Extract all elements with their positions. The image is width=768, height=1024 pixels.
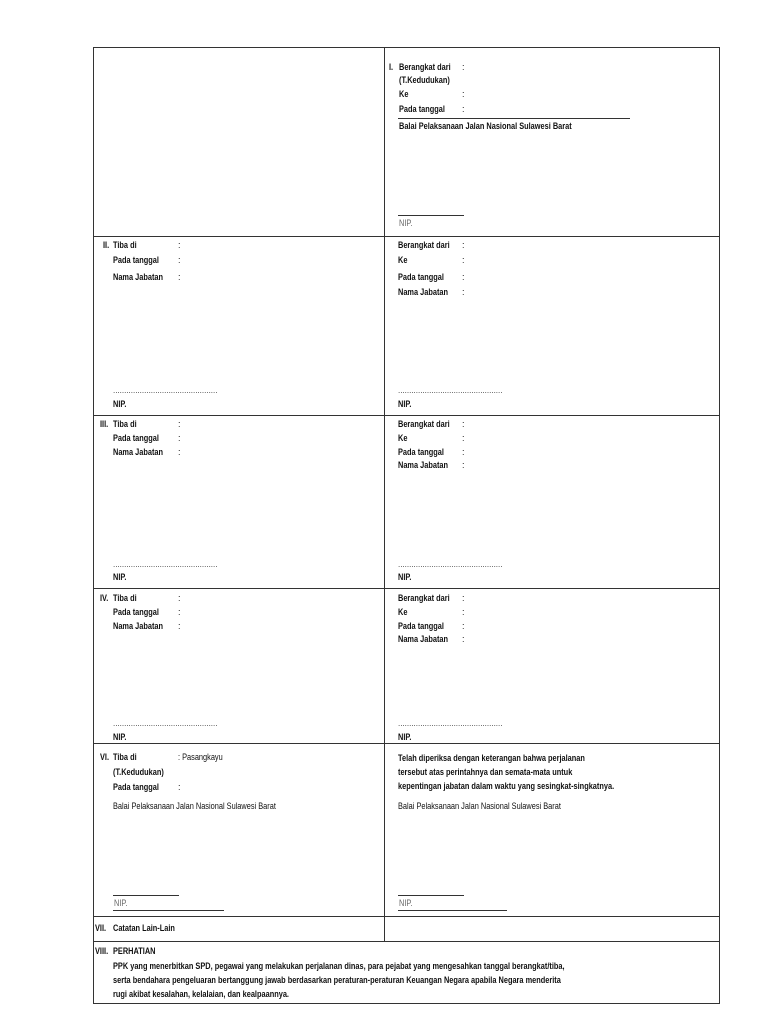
- section-6-right-nip: NIP.: [399, 898, 413, 908]
- section-3-right-ke-colon: :: [462, 433, 465, 443]
- section-8-title: PERHATIAN: [113, 946, 156, 956]
- section-8-paragraph: [113, 959, 673, 1001]
- section-3-tiba-label: Tiba di: [113, 419, 137, 429]
- section-1-ke-colon: :: [462, 89, 465, 99]
- section-1-signature-line: [398, 215, 464, 216]
- section-2-right-ke-label: Ke: [398, 255, 408, 265]
- section-4-right-berangkat-label: Berangkat dari: [398, 593, 450, 603]
- section-1-nip: NIP.: [399, 218, 413, 228]
- section-6-right-line-3: kepentingan jabatan dalam waktu yang sesingkat-singkatnya.: [398, 781, 615, 791]
- section-3-roman: III.: [100, 419, 109, 429]
- section-4-right-ke-colon: :: [462, 607, 465, 617]
- section-3-nama-colon: :: [178, 447, 181, 457]
- section-2-right-nama-colon: :: [462, 287, 465, 297]
- section-4-signature-dots: ...............................................: [113, 719, 218, 728]
- section-6-nip-underline: [113, 910, 224, 911]
- section-2-signature-dots: ...............................................: [113, 386, 218, 395]
- section-2-right-pada-label: Pada tanggal: [398, 272, 444, 282]
- section-2-nip: NIP.: [113, 399, 127, 409]
- row-border-7: [94, 916, 719, 917]
- section-8-line-3: rugi akibat kesalahan, kelalaian, dan kealpaannya.: [113, 989, 289, 999]
- section-1-pada-colon: :: [462, 104, 465, 114]
- section-3-right-nama-label: Nama Jabatan: [398, 460, 449, 470]
- section-1-date-underline: [398, 118, 630, 119]
- section-1-roman: I.: [389, 62, 394, 72]
- section-2-right-nip: NIP.: [398, 399, 412, 409]
- section-4-right-berangkat-colon: :: [462, 593, 465, 603]
- row-border-3: [94, 415, 719, 416]
- section-6-right-line-1: Telah diperiksa dengan keterangan bahwa perjalanan: [398, 753, 585, 763]
- section-2-right-ke-colon: :: [462, 255, 465, 265]
- section-6-pada-label: Pada tanggal: [113, 782, 159, 792]
- section-3-pada-label: Pada tanggal: [113, 433, 159, 443]
- section-7-label: Catatan Lain-Lain: [113, 923, 175, 933]
- section-4-right-nama-colon: :: [462, 634, 465, 644]
- section-3-nip: NIP.: [113, 572, 127, 582]
- section-6-signature-line: [113, 895, 179, 896]
- section-7-roman: VII.: [95, 923, 107, 933]
- section-6-tiba-label: Tiba di: [113, 752, 137, 762]
- section-6-nip: NIP.: [114, 898, 128, 908]
- section-4-pada-label: Pada tanggal: [113, 607, 159, 617]
- section-3-nama-label: Nama Jabatan: [113, 447, 164, 457]
- row-border-6: [94, 743, 719, 744]
- section-3-right-nama-colon: :: [462, 460, 465, 470]
- section-2-tiba-label: Tiba di: [113, 240, 137, 250]
- section-1-kedudukan-label: (T.Kedudukan): [399, 75, 450, 85]
- section-4-right-pada-colon: :: [462, 621, 465, 631]
- section-4-pada-colon: :: [178, 607, 181, 617]
- section-8-roman: VIII.: [95, 946, 109, 956]
- section-1-berangkat-label: Berangkat dari: [399, 62, 451, 72]
- section-3-right-pada-colon: :: [462, 447, 465, 457]
- section-3-pada-colon: :: [178, 433, 181, 443]
- section-2-nama-colon: :: [178, 272, 181, 282]
- section-6-right-signature-line: [398, 895, 464, 896]
- section-2-pada-colon: :: [178, 255, 181, 265]
- section-4-nama-label: Nama Jabatan: [113, 621, 164, 631]
- section-2-nama-label: Nama Jabatan: [113, 272, 164, 282]
- section-1-ke-label: Ke: [399, 89, 409, 99]
- section-2-pada-label: Pada tanggal: [113, 255, 159, 265]
- section-4-right-nip: NIP.: [398, 732, 412, 742]
- section-3-right-ke-label: Ke: [398, 433, 408, 443]
- section-2-right-berangkat-label: Berangkat dari: [398, 240, 450, 250]
- section-8-line-2: serta bendahara pengeluaran bertanggung jawab berdasarkan peraturan-peraturan Keuangan Negara apabila Negara menderita: [113, 975, 561, 985]
- section-6-roman: VI.: [100, 752, 110, 762]
- section-4-tiba-label: Tiba di: [113, 593, 137, 603]
- section-2-right-signature-dots: ...............................................: [398, 386, 503, 395]
- spd-back-form: [93, 47, 720, 1004]
- section-6-office: Balai Pelaksanaan Jalan Nasional Sulawesi Barat: [113, 801, 276, 811]
- section-4-right-pada-label: Pada tanggal: [398, 621, 444, 631]
- section-6-tiba-value: : Pasangkayu: [178, 752, 223, 762]
- section-4-right-ke-label: Ke: [398, 607, 408, 617]
- section-3-right-pada-label: Pada tanggal: [398, 447, 444, 457]
- section-4-right-nama-label: Nama Jabatan: [398, 634, 449, 644]
- section-4-roman: IV.: [100, 593, 109, 603]
- section-2-roman: II.: [103, 240, 110, 250]
- section-3-right-nip: NIP.: [398, 572, 412, 582]
- section-6-right-line-2: tersebut atas perintahnya dan semata-mata untuk: [398, 767, 573, 777]
- section-4-nip: NIP.: [113, 732, 127, 742]
- section-3-right-berangkat-colon: :: [462, 419, 465, 429]
- section-6-kedudukan-label: (T.Kedudukan): [113, 767, 164, 777]
- section-1-pada-label: Pada tanggal: [399, 104, 445, 114]
- column-divider: [384, 48, 385, 941]
- section-8-line-1: PPK yang menerbitkan SPD, pegawai yang melakukan perjalanan dinas, para pejabat yang mengesahkan tanggal berangkat/tiba,: [113, 961, 565, 971]
- section-6-pada-colon: :: [178, 782, 181, 792]
- section-2-tiba-colon: :: [178, 240, 181, 250]
- section-1-office: Balai Pelaksanaan Jalan Nasional Sulawesi Barat: [399, 121, 572, 131]
- section-3-right-signature-dots: ...............................................: [398, 560, 503, 569]
- section-2-right-berangkat-colon: :: [462, 240, 465, 250]
- section-1-berangkat-colon: :: [462, 62, 465, 72]
- section-3-signature-dots: ...............................................: [113, 560, 218, 569]
- section-2-right-nama-label: Nama Jabatan: [398, 287, 449, 297]
- row-border-4: [94, 588, 719, 589]
- section-4-tiba-colon: :: [178, 593, 181, 603]
- row-border-8: [94, 941, 719, 942]
- section-2-right-pada-colon: :: [462, 272, 465, 282]
- section-3-right-berangkat-label: Berangkat dari: [398, 419, 450, 429]
- row-border-2: [94, 236, 719, 237]
- section-6-right-nip-underline: [398, 910, 507, 911]
- section-4-nama-colon: :: [178, 621, 181, 631]
- section-6-right-office: Balai Pelaksanaan Jalan Nasional Sulawesi Barat: [398, 801, 561, 811]
- section-4-right-signature-dots: ...............................................: [398, 719, 503, 728]
- section-3-tiba-colon: :: [178, 419, 181, 429]
